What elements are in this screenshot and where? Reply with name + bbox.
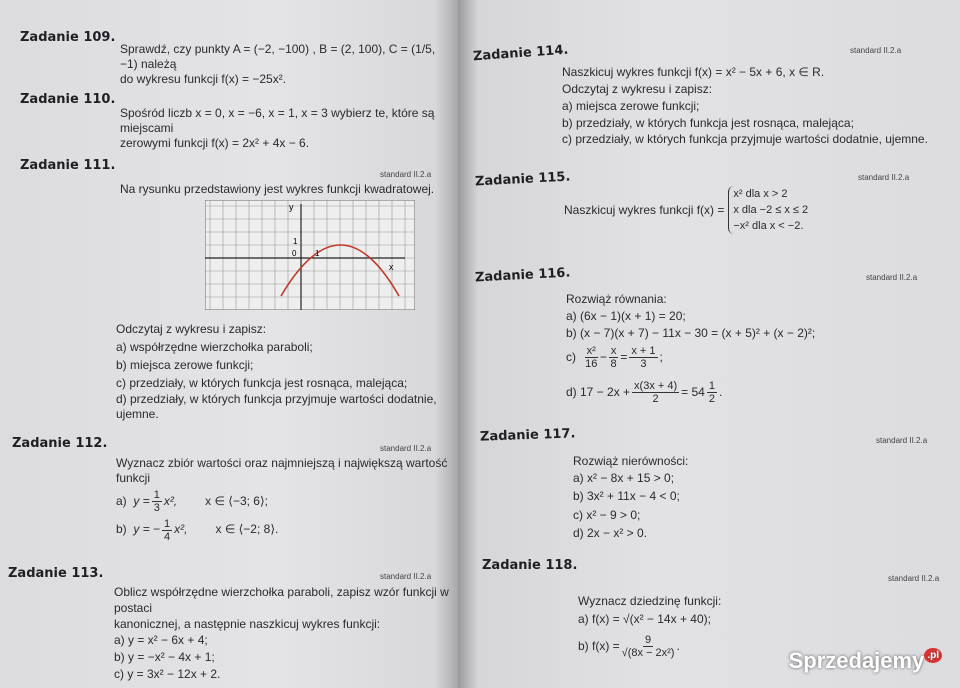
task-113-item: a) y = x² − 6x + 4; [114,633,208,647]
task-118-a: a) f(x) = √(x² − 14x + 40); [578,612,711,626]
task-116-c: c) $\frac{\text{x²}}{16}$ − $\frac{x}{8}$ = $\frac{x + 1}{3}$ ; [566,345,663,371]
task-109-line2: do wykresu funkcji f(x) = −25x². [120,72,287,86]
task-113-line1: Oblicz współrzędne wierzchołka paraboli, zapisz wzór funkcji w postaci [114,585,449,615]
task-110-line1: Spośród liczb x = 0, x = −6, x = 1, x = 3 wybierz te, które są miejscami [120,106,435,135]
task-109-title: Zadanie 109. [20,30,116,45]
task-113-body [114,584,450,683]
x-one-label: 1 [315,249,320,258]
task-116-title: Zadanie 116. [474,265,571,286]
task-116-standard: standard II.2.a [866,273,918,282]
task-111-item: b) miejsca zerowe funkcji; [116,358,254,372]
task-112-b: b) y = − $\frac{1}{4}$ x², x ∈ ⟨−2; 8⟩. [116,517,279,543]
task-114-item: b) przedziały, w których funkcja jest rosnąca, malejąca; [562,116,854,130]
task-117-standard: standard II.2.a [876,436,928,445]
task-116-a: a) (6x − 1)(x + 1) = 20; [566,309,686,323]
task-116-intro: Rozwiąż równania: [566,292,667,306]
task-117-item: d) 2x − x² > 0. [573,526,648,540]
task-111-item: d) przedziały, w których funkcja przyjmuje wartości dodatnie, ujemne. [116,392,437,421]
task-112-a: a) y = $\frac{1}{3}$ x², x ∈ ⟨−3; 6⟩; [116,489,268,515]
task-111-questions [116,320,450,422]
task-112-intro: Wyznacz zbiór wartości oraz najmniejszą i największą wartość funkcji [116,456,448,485]
x-axis-label: x [389,262,394,272]
task-113-item: b) y = −x² − 4x + 1; [114,650,215,664]
task-112-body [116,456,450,543]
parabola-graph [205,200,415,310]
task-118-standard: standard II.2.a [888,574,940,583]
task-117-intro: Rozwiąż nierówności: [573,454,689,468]
task-115-function: Naszkicuj wykres funkcji f(x) = x² dla x > 2 x dla −2 ≤ x ≤ 2 −x² dla x < −2. [564,188,809,232]
task-114-line2: Odczytaj z wykresu i zapisz: [562,82,713,96]
task-115-standard: standard II.2.a [858,173,910,182]
task-117-item: c) x² − 9 > 0; [573,508,641,522]
task-111-intro: Na rysunku przedstawiony jest wykres funkcji kwadratowej. [120,182,435,196]
task-117-item: b) 3x² + 11x − 4 < 0; [573,489,680,503]
task-113-line2: kanonicznej, a następnie naszkicuj wykres funkcji: [114,617,381,631]
task-114-item: a) miejsca zerowe funkcji; [562,99,700,113]
task-114-body [562,64,942,147]
origin-label: 0 [292,249,297,258]
watermark-logo: Sprzedajemy .pl [789,648,942,674]
task-111-standard: standard II.2.a [380,170,432,179]
task-110-title: Zadanie 110. [20,92,116,107]
task-110-body [120,106,450,151]
task-113-item: c) y = 3x² − 12x + 2. [114,667,221,681]
task-109-line1: Sprawdź, czy punkty A = (−2, −100) , B = (2, 100), C = (1/5, −1) należą [120,42,436,71]
task-111-title: Zadanie 111. [20,158,116,173]
task-118-intro: Wyznacz dziedzinę funkcji: [578,594,722,608]
y-one-label: 1 [293,237,298,246]
task-114-item: c) przedziały, w których funkcja przyjmuje wartości dodatnie, ujemne. [562,132,928,146]
task-114-standard: standard II.2.a [850,46,902,55]
task-118-b: b) f(x) = $\frac{9}{\text{√(8x − 2x²)}}$ . [578,634,680,660]
task-112-standard: standard II.2.a [380,444,432,453]
task-113-title: Zadanie 113. [8,566,104,581]
task-118-title: Zadanie 118. [482,558,578,573]
task-114-title: Zadanie 114. [472,42,569,65]
task-116-d: d) 17 − 2x + $\frac{x(3x + 4)}{2}$ = 54 $\frac{1}{2}$ . [566,380,723,406]
task-111-item: c) przedziały, w których funkcja jest rosnąca, malejąca; [116,376,408,390]
task-109-body [120,42,450,87]
task-113-standard: standard II.2.a [380,572,432,581]
y-axis-label: y [289,202,294,212]
task-111-intro-block [120,182,450,197]
task-114-line1: Naszkicuj wykres funkcji f(x) = x² − 5x + 6, x ∈ R. [562,65,825,79]
task-112-title: Zadanie 112. [12,436,108,451]
left-page [0,0,458,688]
right-page [458,0,960,688]
task-110-line2: zerowymi funkcji f(x) = 2x² + 4x − 6. [120,136,310,150]
task-117-title: Zadanie 117. [479,426,576,445]
task-117-item: a) x² − 8x + 15 > 0; [573,471,675,485]
task-111-item: a) współrzędne wierzchołka paraboli; [116,340,313,354]
task-115-title: Zadanie 115. [474,169,571,190]
task-111-prompt: Odczytaj z wykresu i zapisz: [116,322,267,336]
task-116-b: b) (x − 7)(x + 7) − 11x − 30 = (x + 5)² + (x − 2)²; [566,326,816,340]
